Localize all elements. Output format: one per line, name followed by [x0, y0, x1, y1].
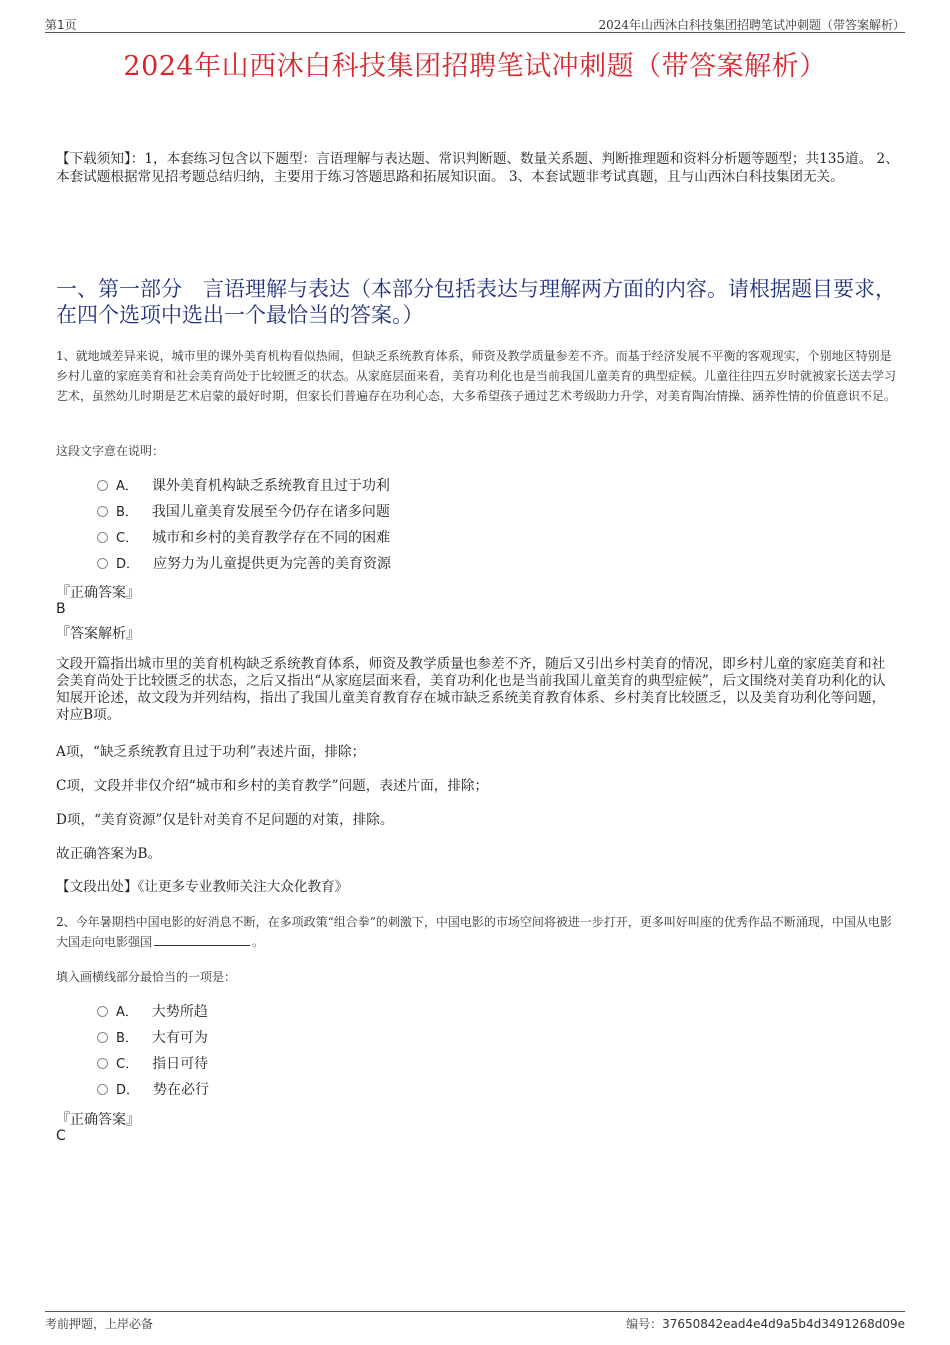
radio-icon[interactable]: [97, 480, 108, 491]
q1-analysis-paragraph: 文段开篇指出城市里的美育机构缺乏系统教育体系，师资及教学质量也参差不齐，随后又引出乡村美育的情况，即乡村儿童的家庭美育和社会美育尚处于比较匮乏的状态，之后又指出“从家庭层面来看，美育功利化也是当前我国儿童美育的典型症候”，后文围绕对美育功利化的认知展开论述，故文段为并列结构，指出了我国儿童美育教育存在城市缺乏系统美育教育体系、乡村美育比较匮乏，以及美育功利化等问题，对应B项。: [56, 656, 886, 723]
radio-icon[interactable]: [97, 558, 108, 569]
q2-answer-label: 『正确答案』: [56, 1112, 140, 1128]
q1-analysis-c: C项，文段并非仅介绍“城市和乡村的美育教学”问题，表述片面，排除；: [56, 778, 489, 794]
q1-option-b[interactable]: B． 我国儿童美育发展至今仍存在诸多问题: [97, 502, 390, 522]
footer-slogan: 考前押题，上岸必备: [45, 1317, 154, 1331]
question-1-text: 1、就地域差异来说，城市里的课外美育机构看似热闹，但缺乏系统教育体系，师资及教学质量参差不齐。而基于经济发展不平衡的客观现实，个别地区特别是乡村儿童的家庭美育和社会美育尚处于比较匮乏的状态。从家庭层面来看，美育功利化也是当前我国儿童美育的典型症候。儿童往往四五岁时就被家长送去学习艺术，虽然幼儿时期是艺术启蒙的最好时期，但家长们普遍存在功利心态，大多希望孩子通过艺术考级助力升学，对美育陶冶情操、涵养性情的价值意识不足。: [56, 349, 897, 403]
question-1-stem: 这段文字意在说明：: [56, 444, 165, 458]
fill-blank: [154, 934, 250, 946]
q2-option-d[interactable]: D． 势在必行: [97, 1080, 209, 1100]
question-2-text: 2、今年暑期档中国电影的好消息不断，在多项政策“组合拳”的刺激下，中国电影的市场空间将被进一步打开，更多叫好叫座的优秀作品不断涌现，中国从电影大国走向电影强国 。: [56, 915, 892, 949]
q1-analysis-label: 『答案解析』: [56, 626, 140, 642]
header-doc-title: 2024年山西沐白科技集团招聘笔试冲刺题（带答案解析）: [598, 18, 905, 32]
radio-icon[interactable]: [97, 1032, 108, 1043]
download-notice: 【下载须知】：1，本套练习包含以下题型：言语理解与表达题、常识判断题、数量关系题、判断推理题和资料分析题等题型；共135道。 2、本套试题根据常见招考题总结归纳，主要用于练习答题思路和拓展知识面。 3、本套试题非考试真题，且与山西沐白科技集团无关。: [56, 151, 899, 185]
q1-analysis-d: D项，“美育资源”仅是针对美育不足问题的对策，排除。: [56, 812, 394, 828]
q1-source: 【文段出处】《让更多专业教师关注大众化教育》: [56, 879, 349, 895]
q1-analysis-a: A项，“缺乏系统教育且过于功利”表述片面，排除；: [56, 744, 366, 760]
q2-option-a[interactable]: A． 大势所趋: [97, 1002, 208, 1022]
page-header: [45, 14, 905, 33]
radio-icon[interactable]: [97, 1058, 108, 1069]
q1-option-c[interactable]: C． 城市和乡村的美育教学存在不同的困难: [97, 528, 390, 548]
radio-icon[interactable]: [97, 1006, 108, 1017]
radio-icon[interactable]: [97, 1084, 108, 1095]
q1-answer: B: [56, 601, 66, 617]
q1-option-a[interactable]: A． 课外美育机构缺乏系统教育且过于功利: [97, 476, 390, 496]
question-2-stem: 填入画横线部分最恰当的一项是：: [56, 970, 237, 984]
q1-option-d[interactable]: D． 应努力为儿童提供更为完善的美育资源: [97, 554, 391, 574]
q1-analysis-conclusion: 故正确答案为B。: [56, 846, 162, 862]
page-number: 第1页: [45, 18, 77, 32]
q1-answer-label: 『正确答案』: [56, 585, 140, 601]
radio-icon[interactable]: [97, 532, 108, 543]
q2-option-b[interactable]: B． 大有可为: [97, 1028, 208, 1048]
document-title: 2024年山西沐白科技集团招聘笔试冲刺题（带答案解析）: [123, 51, 827, 82]
radio-icon[interactable]: [97, 506, 108, 517]
section-heading: 一、第一部分 言语理解与表达（本部分包括表达与理解两方面的内容。请根据题目要求，在四个选项中选出一个最恰当的答案。）: [56, 277, 896, 327]
q2-option-c[interactable]: C． 指日可待: [97, 1054, 208, 1074]
document-code: 编号：37650842ead4e4d9a5b4d3491268d09e: [626, 1317, 905, 1331]
q2-answer: C: [56, 1128, 66, 1144]
page-footer: [45, 1311, 905, 1332]
